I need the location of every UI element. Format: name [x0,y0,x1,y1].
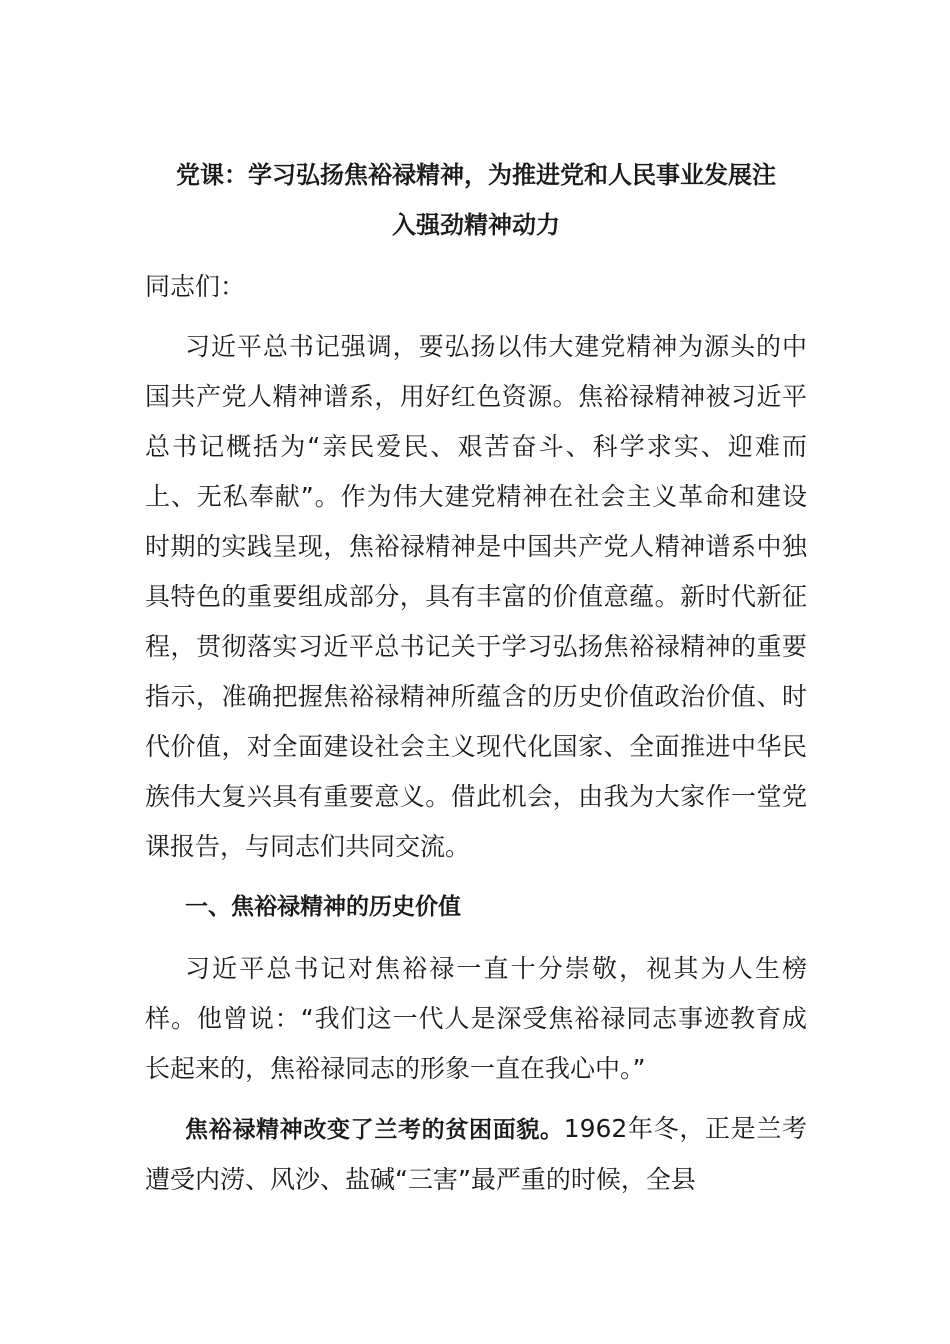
document-page [145,150,807,1215]
section-heading-1: 一、焦裕禄精神的历史价值 [185,894,461,920]
paragraph-intro: 习近平总书记强调，要弘扬以伟大建党精神为源头的中国共产党人精神谱系，用好红色资源。焦裕禄精神被习近平总书记概括为“亲民爱民、艰苦奋斗、科学求实、迎难而上、无私奉献”。作为伟大建党精神在社会主义革命和建设时期的实践呈现，焦裕禄精神是中国共产党人精神谱系中独具特色的重要组成部分，具有丰富的价值意蕴。新时代新征程，贯彻落实习近平总书记关于学习弘扬焦裕禄精神的重要指示，准确把握焦裕禄精神所蕴含的历史价值政治价值、时代价值，对全面建设社会主义现代化国家、全面推进中华民族伟大复兴具有重要意义。借此机会，由我为大家作一堂党课报告，与同志们共同交流。 [145,332,807,861]
paragraph-quote: 习近平总书记对焦裕禄一直十分崇敬，视其为人生榜样。他曾说：“我们这一代人是深受焦裕禄同志事迹教育成长起来的，焦裕禄同志的形象一直在我心中。” [145,954,807,1083]
document-title [137,150,815,250]
paragraph-body-text: 1962年冬，正是兰考遭受内涝、风沙、盐碱“三害”最严重的时候，全县 [145,1114,808,1194]
paragraph-lankao [145,1104,807,1205]
title-line-1: 党课：学习弘扬焦裕禄精神，为推进党和人民事业发展注 [176,161,776,189]
paragraph-lead-sentence: 焦裕禄精神改变了兰考的贫困面貌。 [185,1117,564,1143]
title-line-2: 入强劲精神动力 [392,211,560,239]
salutation: 同志们： [145,272,246,301]
